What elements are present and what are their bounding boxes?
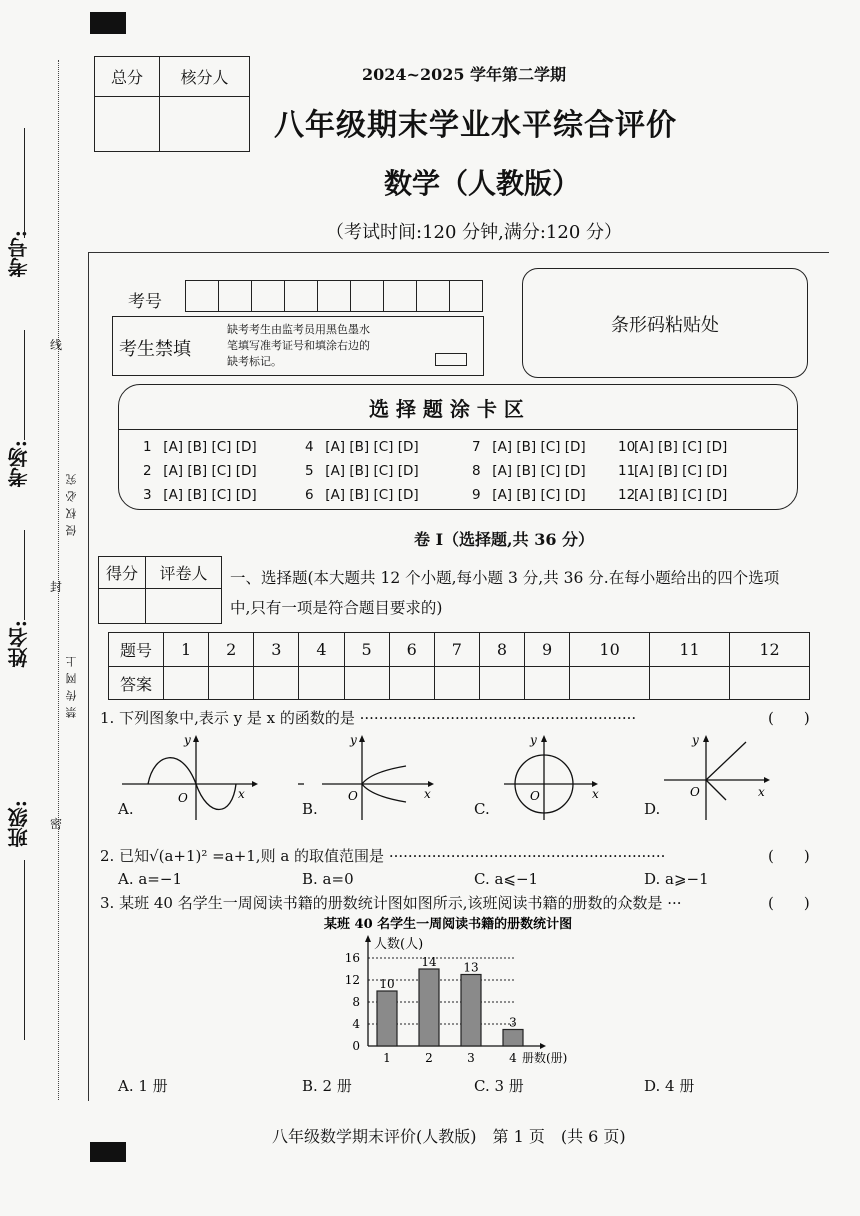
answer-cell[interactable] [730, 667, 810, 700]
question-3-answer-paren[interactable]: ( ) [768, 894, 810, 912]
side-class-line [24, 860, 25, 1040]
answer-cell[interactable] [299, 667, 344, 700]
total-score-cell[interactable] [95, 97, 160, 152]
question-3-option-a[interactable]: A. 1 册 [118, 1077, 168, 1095]
answer-table-number: 4 [299, 633, 344, 667]
bar [419, 969, 439, 1046]
svg-text:O: O [348, 789, 358, 803]
side-exam-no: 考号: [7, 230, 31, 278]
card-item[interactable]: 3 [A] [B] [C] [D] [143, 487, 257, 503]
exam-no-digit[interactable] [185, 280, 219, 312]
graph-a [112, 732, 262, 822]
side-name-line [24, 530, 25, 620]
question-2-option-a[interactable]: A. a=−1 [118, 870, 182, 888]
exam-no-boxes [185, 280, 483, 312]
graph-c [500, 732, 610, 822]
side-room-line [24, 330, 25, 440]
graph-a-label[interactable]: A. [118, 800, 134, 818]
svg-text:y: y [530, 733, 537, 747]
svg-text:y: y [692, 733, 699, 747]
card-item[interactable]: 9 [A] [B] [C] [D] [472, 487, 586, 503]
card-item[interactable]: 4 [A] [B] [C] [D] [305, 439, 419, 455]
card-item[interactable]: 10[A] [B] [C] [D] [618, 439, 728, 455]
svg-text:y: y [184, 733, 191, 747]
answer-cell[interactable] [389, 667, 434, 700]
card-item[interactable]: 5 [A] [B] [C] [D] [305, 463, 419, 479]
answer-table-number: 2 [209, 633, 254, 667]
absent-box [112, 316, 484, 376]
card-item[interactable]: 7 [A] [B] [C] [D] [472, 439, 586, 455]
page-footer: 八年级数学期末评价(人教版) 第 1 页 (共 6 页) [272, 1127, 626, 1146]
svg-text:x: x [758, 785, 765, 799]
question-2: 2. 已知√(a+1)² =a+1,则 a 的取值范围是 ·························································· [100, 847, 666, 865]
checker-label: 核分人 [160, 57, 250, 97]
exam-no-digit[interactable] [450, 280, 483, 312]
card-item[interactable]: 6 [A] [B] [C] [D] [305, 487, 419, 503]
card-item[interactable]: 2 [A] [B] [C] [D] [143, 463, 257, 479]
forbid-text: 缺考考生由监考员用黑色墨水 笔填写准考证号和填涂右边的 缺考标记。 [227, 323, 370, 368]
question-3: 3. 某班 40 名学生一周阅读书籍的册数统计图如图所示,该班阅读书籍的册数的众数是 ··· [100, 894, 682, 912]
svg-text:O: O [530, 789, 540, 803]
registration-mark-top [90, 12, 126, 34]
x-axis-label: 册数(册) [522, 1051, 568, 1065]
data-label: 13 [463, 960, 479, 975]
y-tick-label: 0 [352, 1039, 360, 1053]
svg-text:x: x [424, 787, 431, 801]
answer-cell[interactable] [479, 667, 524, 700]
registration-mark-bottom [90, 1142, 126, 1162]
section-intro: 一、选择题(本大题共 12 个小题,每小题 3 分,共 36 分.在每小题给出的四个选项 中,只有一项是符合题目要求的) [230, 569, 780, 617]
answer-card-grid [143, 437, 783, 505]
graph-c-label[interactable]: C. [474, 800, 490, 818]
y-tick-label: 4 [352, 1017, 360, 1031]
graph-b-label[interactable]: B. [302, 800, 318, 818]
card-item[interactable]: 11[A] [B] [C] [D] [618, 463, 728, 479]
svg-text:x: x [238, 787, 245, 801]
side-exam-no-line [24, 128, 25, 238]
answer-card [118, 384, 798, 510]
svg-text:y: y [350, 733, 357, 747]
side-mi: 密 [50, 817, 63, 831]
answer-table-number: 8 [479, 633, 524, 667]
svg-text:O: O [178, 791, 188, 805]
side-class: 班级: [7, 800, 31, 848]
exam-no-digit[interactable] [417, 280, 450, 312]
side-feng: 封 [50, 580, 63, 594]
x-tick-label: 4 [509, 1051, 517, 1065]
side-room: 考场: [7, 440, 31, 488]
answer-table-number: 12 [730, 633, 810, 667]
side-name: 姓名: [7, 620, 31, 668]
question-2-option-b[interactable]: B. a=0 [302, 870, 354, 888]
data-label: 14 [421, 955, 437, 969]
question-3-option-b[interactable]: B. 2 册 [302, 1077, 352, 1095]
forbid-label: 考生禁填 [119, 339, 191, 360]
x-tick-label: 2 [425, 1051, 433, 1065]
exam-no-digit[interactable] [285, 280, 318, 312]
answer-table-number: 3 [254, 633, 299, 667]
exam-no-label: 考号 [128, 292, 162, 312]
exam-no-digit[interactable] [351, 280, 384, 312]
answer-cell[interactable] [344, 667, 389, 700]
bar-chart [310, 914, 610, 1074]
y-axis-label: 人数(人) [374, 937, 424, 952]
answer-cell[interactable] [570, 667, 650, 700]
graph-d [662, 732, 782, 822]
question-3-option-d[interactable]: D. 4 册 [644, 1077, 695, 1095]
section-score-label: 得分 [99, 557, 146, 589]
answer-cell[interactable] [434, 667, 479, 700]
answer-table-number: 9 [525, 633, 570, 667]
bar [503, 1030, 523, 1047]
x-axis-arrow [540, 1043, 546, 1049]
x-tick-label: 1 [383, 1051, 391, 1065]
term: 2024~2025 学年第二学期 [362, 65, 567, 84]
section-grader-cell[interactable] [146, 589, 222, 624]
answer-table-answer-label: 答案 [109, 667, 164, 700]
chart-title: 某班 40 名学生一周阅读书籍的册数统计图 [324, 917, 573, 932]
y-axis-arrow [365, 935, 371, 942]
checker-cell[interactable] [160, 97, 250, 152]
question-1: 1. 下列图象中,表示 y 是 x 的函数的是 ·························································· [100, 709, 637, 727]
exam-no-digit[interactable] [384, 280, 417, 312]
y-tick-label: 12 [344, 973, 360, 987]
x-tick-label: 3 [467, 1051, 475, 1065]
side-xian: 线 [50, 338, 63, 352]
answer-cell[interactable] [164, 667, 209, 700]
graph-d-label[interactable]: D. [644, 800, 661, 818]
answer-cell[interactable] [650, 667, 730, 700]
side-warning-2: 禁传网上 [65, 650, 78, 718]
exam-no-digit[interactable] [219, 280, 252, 312]
graph-b [296, 732, 446, 822]
answer-table-number: 1 [164, 633, 209, 667]
data-label: 3 [509, 1015, 517, 1030]
answer-table-number: 11 [650, 633, 730, 667]
question-2-answer-paren[interactable]: ( ) [768, 847, 810, 865]
page-title: 八年级期末学业水平综合评价 [274, 108, 677, 143]
total-score-table [94, 56, 250, 152]
exam-no-digit[interactable] [318, 280, 351, 312]
question-2-option-d[interactable]: D. a⩾−1 [644, 870, 709, 888]
answer-cell[interactable] [525, 667, 570, 700]
bar [377, 991, 397, 1046]
section-heading: 卷 I（选择题,共 36 分） [414, 530, 595, 549]
barcode-label: 条形码粘贴处 [611, 315, 719, 336]
answer-table-number: 10 [570, 633, 650, 667]
answer-table-number: 6 [389, 633, 434, 667]
svg-text:O: O [690, 785, 700, 799]
exam-no-digit[interactable] [252, 280, 285, 312]
answer-cell[interactable] [209, 667, 254, 700]
absent-mark-box[interactable] [435, 353, 467, 366]
section-score-table [98, 556, 222, 624]
y-tick-label: 16 [344, 951, 360, 965]
section-score-cell[interactable] [99, 589, 146, 624]
svg-text:x: x [592, 787, 599, 801]
side-warning-1: 侵权必究 [65, 468, 78, 536]
question-2-option-c[interactable]: C. a⩽−1 [474, 870, 539, 888]
answer-table-head: 题号 [109, 633, 164, 667]
exam-info: （考试时间:120 分钟,满分:120 分） [326, 222, 623, 243]
answer-card-title: 选 择 题 涂 卡 区 [369, 397, 524, 421]
answer-table-number: 5 [344, 633, 389, 667]
section-grader-label: 评卷人 [146, 557, 222, 589]
bar [461, 975, 481, 1047]
card-item[interactable]: 1 [A] [B] [C] [D] [143, 439, 257, 455]
answer-table [108, 632, 810, 700]
data-label: 10 [379, 977, 395, 991]
answer-card-divider [119, 429, 797, 430]
subject-title: 数学（人教版） [384, 167, 581, 200]
card-item[interactable]: 8 [A] [B] [C] [D] [472, 463, 586, 479]
question-3-option-c[interactable]: C. 3 册 [474, 1077, 524, 1095]
card-item[interactable]: 12[A] [B] [C] [D] [618, 487, 728, 503]
answer-table-number: 7 [434, 633, 479, 667]
barcode-area [522, 268, 808, 378]
total-score-label: 总分 [95, 57, 160, 97]
y-tick-label: 8 [352, 995, 360, 1009]
answer-cell[interactable] [254, 667, 299, 700]
question-1-answer-paren[interactable]: ( ) [768, 709, 810, 727]
